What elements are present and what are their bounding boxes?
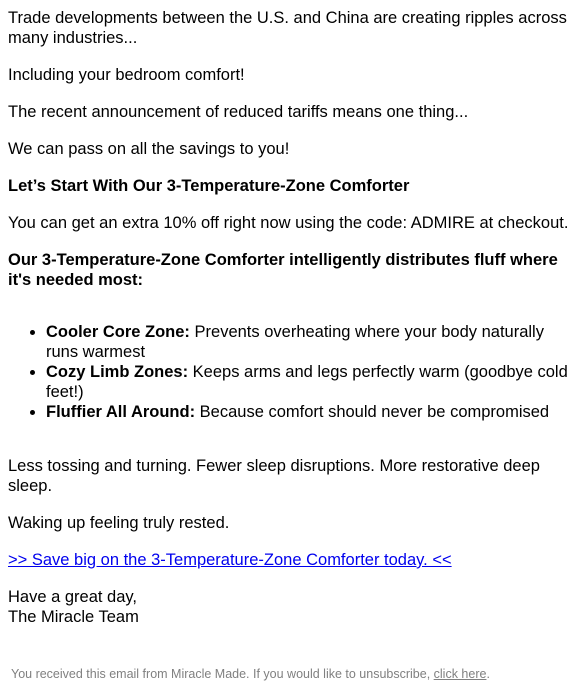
- section-heading-1: Let’s Start With Our 3-Temperature-Zone Comforter: [8, 177, 410, 195]
- zone-list: [8, 322, 574, 422]
- list-item: [46, 362, 574, 402]
- zone-description: Because comfort should never be compromised: [195, 403, 550, 421]
- zone-description: Prevents overheating where your body naturally runs warmest: [46, 323, 544, 361]
- unsubscribe-link[interactable]: click here: [433, 667, 487, 681]
- benefits-paragraph: Less tossing and turning. Fewer sleep disruptions. More restorative deep sleep.: [8, 457, 540, 495]
- list-item: [46, 322, 574, 362]
- signoff: [8, 587, 574, 627]
- intro-paragraph-1: Trade developments between the U.S. and China are creating ripples across many industries...: [8, 9, 567, 47]
- section-heading-2: Our 3-Temperature-Zone Comforter intelligently distributes fluff where it's needed most:: [8, 251, 558, 289]
- cta-link[interactable]: >> Save big on the 3-Temperature-Zone Comforter today. <<: [8, 551, 452, 569]
- zone-title: Cozy Limb Zones:: [46, 363, 189, 381]
- unsubscribe-footer: [11, 666, 490, 682]
- zone-title: Cooler Core Zone:: [46, 323, 190, 341]
- intro-paragraph-3: The recent announcement of reduced tariffs means one thing...: [8, 103, 469, 121]
- discount-offer: You can get an extra 10% off right now using the code: ADMIRE at checkout.: [8, 214, 569, 232]
- zone-description: Keeps arms and legs perfectly warm (goodbye cold feet!): [46, 363, 568, 401]
- zone-title: Fluffier All Around:: [46, 403, 196, 421]
- signoff-team: The Miracle Team: [8, 608, 139, 626]
- cta-paragraph: [8, 550, 574, 570]
- intro-paragraph-4: We can pass on all the savings to you!: [8, 140, 290, 158]
- footer-text: You received this email from Miracle Made. If you would like to unsubscribe,: [11, 667, 434, 681]
- rested-paragraph: Waking up feeling truly rested.: [8, 514, 230, 532]
- list-item: [46, 402, 574, 422]
- intro-paragraph-2: Including your bedroom comfort!: [8, 66, 245, 84]
- footer-period: .: [486, 667, 490, 681]
- signoff-greeting: Have a great day,: [8, 588, 138, 606]
- email-body: [8, 8, 574, 627]
